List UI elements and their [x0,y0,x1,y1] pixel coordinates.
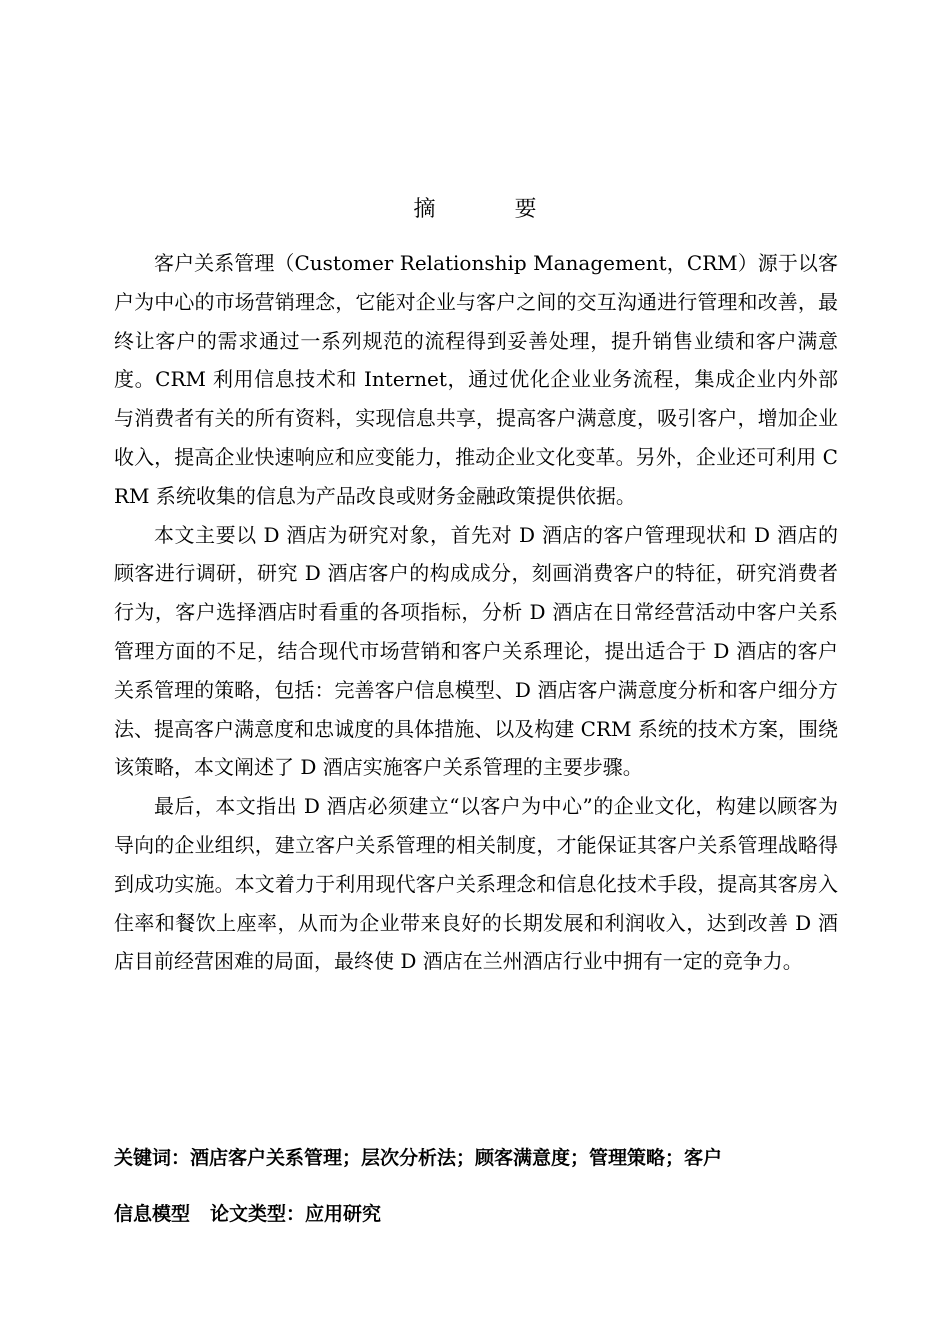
abstract-body [114,244,838,981]
keywords-block [114,1130,838,1242]
abstract-title: 摘 要 [413,197,573,222]
abstract-paragraph-2: 本文主要以 D 酒店为研究对象，首先对 D 酒店的客户管理现状和 D 酒店的顾客进行调研，研究 D 酒店客户的构成成分，刻画消费客户的特征，研究消费者行为，客户选择酒店时看重的各项指标，分析 D 酒店在日常经营活动中客户关系管理方面的不足，结合现代市场营销和客户关系理论，提出适合于 D 酒店的客户关系管理的策略，包括：完善客户信息模型、D 酒店客户满意度分析和客户细分方法、提高客户满意度和忠诚度的具体措施、以及构建 CRM 系统的技术方案，围绕该策略，本文阐述了 D 酒店实施客户关系管理的主要步骤。 [114,522,838,780]
abstract-paragraph-1: 客户关系管理（Customer Relationship Management，CRM）源于以客户为中心的市场营销理念，它能对企业与客户之间的交互沟通进行管理和改善，最终让客户的需求通过一系列规范的流程得到妥善处理，提升销售业绩和客户满意度。CRM 利用信息技术和 Internet，通过优化企业业务流程，集成企业内外部与消费者有关的所有资料，实现信息共享，提高客户满意度，吸引客户，增加企业收入，提高企业快速响应和应变能力，推动企业文化变革。另外，企业还可利用 CRM 系统收集的信息为产品改良或财务金融政策提供依据。 [114,251,838,508]
keywords-line-1: 关键词：酒店客户关系管理；层次分析法；顾客满意度；管理策略；客户 [114,1147,723,1169]
keywords-line-2 [114,1186,838,1242]
abstract-paragraph-3: 最后，本文指出 D 酒店必须建立“以客户为中心”的企业文化，构建以顾客为导向的企业组织，建立客户关系管理的相关制度，才能保证其客户关系管理战略得到成功实施。本文着力于利用现代客户关系理念和信息化技术手段，提高其客房入住率和餐饮上座率，从而为企业带来良好的长期发展和利润收入，达到改善 D 酒店目前经营困难的局面，最终使 D 酒店在兰州酒店行业中拥有一定的竞争力。 [114,794,838,974]
keywords-line-2-text: 信息模型 [114,1203,191,1225]
paper-type: 论文类型：应用研究 [210,1203,382,1225]
